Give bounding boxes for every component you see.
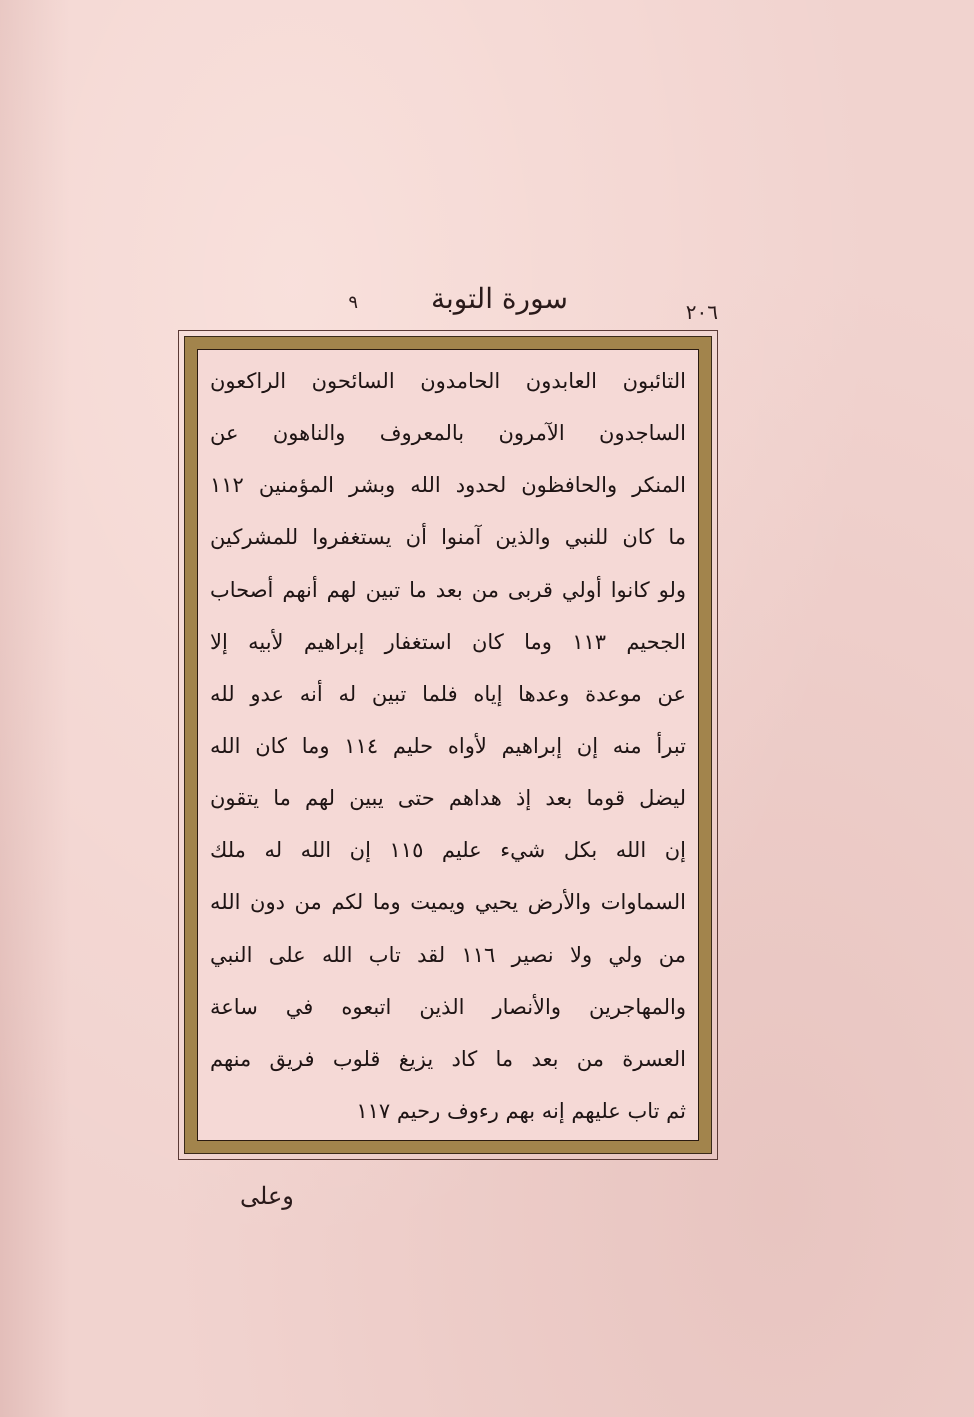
text-line-12: من ولي ولا نصير ١١٦ لقد تاب الله على النبي [210,942,686,967]
catchword: وعلى [240,1182,294,1210]
text-line-9: ليضل قوما بعد إذ هداهم حتى يبين لهم ما يتقون [210,786,686,811]
text-line-6: الجحيم ١١٣ وما كان استغفار إبراهيم لأبيه إلا [210,629,686,654]
text-line-13: والمهاجرين والأنصار الذين اتبعوه في ساعة [210,994,686,1019]
text-line-2: الساجدون الآمرون بالمعروف والناهون عن [210,421,686,446]
text-line-7: عن موعدة وعدها إياه فلما تبين له أنه عدو لله [210,681,686,706]
text-line-3: المنكر والحافظون لحدود الله وبشر المؤمنين ١١٢ [210,473,686,498]
text-frame [178,330,718,1160]
text-line-5: ولو كانوا أولي قربى من بعد ما تبين لهم أنهم أصحاب [210,577,686,602]
text-line-14: العسرة من بعد ما كاد يزيغ قلوب فريق منهم [210,1046,686,1071]
text-line-15: ثم تاب عليهم إنه بهم رءوف رحيم ١١٧ [356,1098,686,1123]
page-header [178,282,718,326]
text-line-10: إن الله بكل شيء عليم ١١٥ إن الله له ملك [210,838,686,863]
text-block [197,349,699,1141]
text-line-8: تبرأ منه إن إبراهيم لأواه حليم ١١٤ وما كان الله [210,733,687,758]
surah-title: سورة التوبة [430,282,568,315]
gold-border [184,336,712,1154]
text-line-11: السماوات والأرض يحيي ويميت وما لكم من دون الله [210,890,686,915]
surah-number: ٩ [348,292,358,313]
text-line-4: ما كان للنبي والذين آمنوا أن يستغفروا للمشركين [210,525,686,550]
text-line-1: التائبون العابدون الحامدون السائحون الراكعون [210,369,686,393]
page-number: ٢٠٦ [685,300,718,324]
